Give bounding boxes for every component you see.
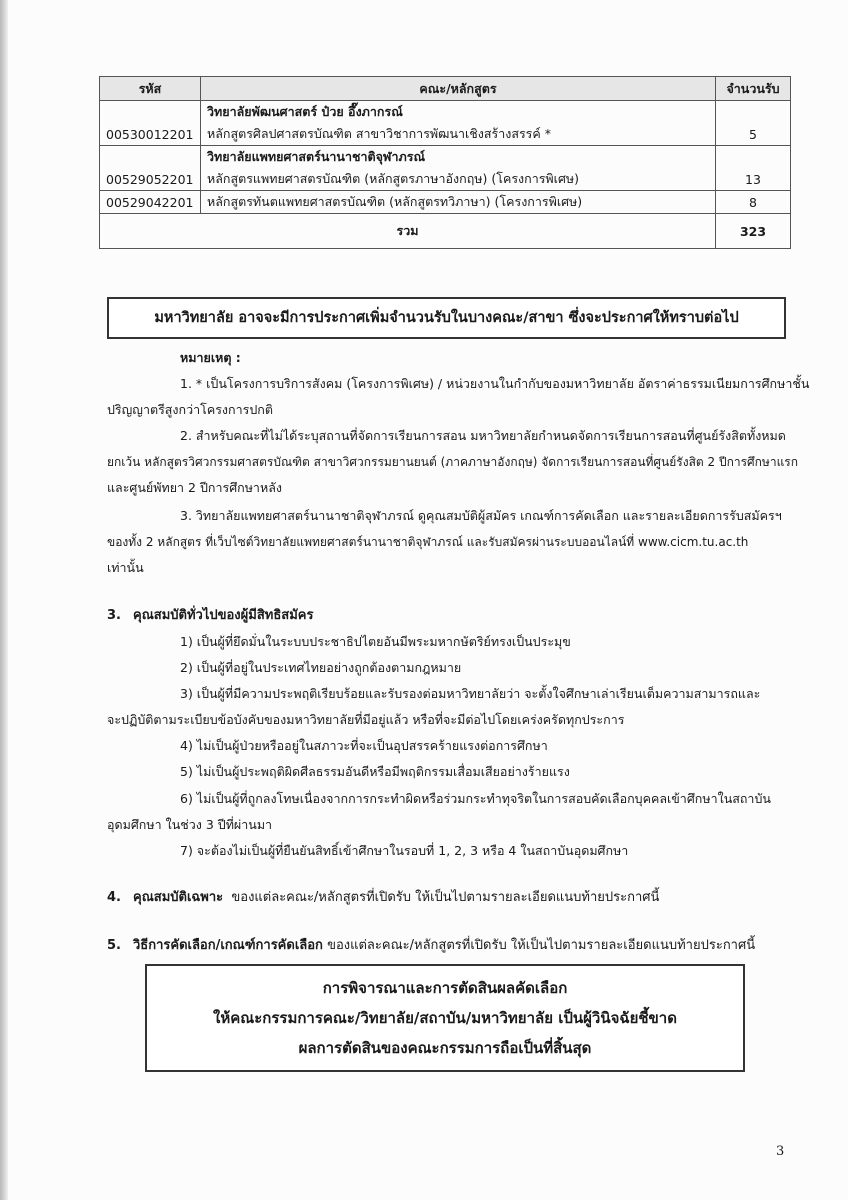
- decision-box: [145, 964, 745, 1072]
- program-code: 00529052201: [100, 168, 201, 191]
- program-table: [99, 76, 791, 249]
- section-title: คุณสมบัติเฉพาะ: [133, 890, 224, 905]
- total-row: [100, 214, 791, 249]
- header-code: รหัส: [100, 77, 201, 101]
- program-seats: 13: [716, 168, 791, 191]
- section-number: 5.: [107, 938, 121, 953]
- qualification-line: จะปฏิบัติตามระเบียบข้อบังคับของมหาวิทยาลัยที่มีอยู่แล้ว หรือที่จะมีต่อไปโดยเคร่งครัดทุกประการ: [107, 712, 625, 727]
- remark-line: เท่านั้น: [107, 560, 144, 575]
- total-label: รวม: [100, 214, 716, 249]
- section-4-heading: [107, 890, 659, 906]
- qualification-line: 1) เป็นผู้ที่ยึดมั่นในระบบประชาธิปไตยอันมีพระมหากษัตริย์ทรงเป็นประมุข: [180, 634, 571, 649]
- decision-line: การพิจารณาและการตัดสินผลคัดเลือก: [322, 979, 568, 997]
- qualification-line: 3) เป็นผู้ที่มีความประพฤติเรียบร้อยและรับรองต่อมหาวิทยาลัยว่า จะตั้งใจศึกษาเล่าเรียนเต็มความสามารถและ: [180, 686, 761, 701]
- remark-line: ของทั้ง 2 หลักสูตร ที่เว็บไซต์วิทยาลัยแพทยศาสตร์นานาชาติจุฬาภรณ์ และรับสมัครผ่านระบบออนไลน์ที่ www.cicm.tu.ac.th: [107, 535, 749, 549]
- section-3-heading: [107, 608, 313, 624]
- table-row: [100, 123, 791, 146]
- header-program: คณะ/หลักสูตร: [201, 77, 716, 101]
- remark-line: 1. * เป็นโครงการบริการสังคม (โครงการพิเศษ) / หน่วยงานในกำกับของมหาวิทยาลัย อัตราค่าธรรมเนียมการศึกษาชั้น: [180, 376, 810, 391]
- header-seats: จำนวนรับ: [716, 77, 791, 101]
- remark-line: 3. วิทยาลัยแพทยศาสตร์นานาชาติจุฬาภรณ์ ดูคุณสมบัติผู้สมัคร เกณฑ์การคัดเลือก และรายละเอียดการรับสมัครฯ: [180, 508, 782, 523]
- table-row: [100, 168, 791, 191]
- program-name: หลักสูตรทันตแพทยศาสตรบัณฑิต (หลักสูตรทวิภาษา) (โครงการพิเศษ): [201, 191, 716, 214]
- page-number: 3: [776, 1144, 785, 1159]
- remark-line: และศูนย์พัทยา 2 ปีการศึกษาหลัง: [107, 480, 282, 495]
- program-code: 00529042201: [100, 191, 201, 214]
- total-value: 323: [716, 214, 791, 249]
- qualification-line: 5) ไม่เป็นผู้ประพฤติผิดศีลธรรมอันดีหรือมีพฤติกรรมเสื่อมเสียอย่างร้ายแรง: [180, 764, 570, 779]
- qualification-line: 6) ไม่เป็นผู้ที่ถูกลงโทษเนื่องจากการกระทำผิดหรือร่วมกระทำทุจริตในการสอบคัดเลือกบุคคลเข้าศึกษาในสถาบัน: [180, 791, 771, 806]
- page-edge-shadow: [0, 0, 8, 1200]
- program-code: 00530012201: [100, 123, 201, 146]
- remark-line: 2. สำหรับคณะที่ไม่ได้ระบุสถานที่จัดการเรียนการสอน มหาวิทยาลัยกำหนดจัดการเรียนการสอนที่ศูนย์รังสิตทั้งหมด: [180, 428, 786, 443]
- remark-line: ปริญญาตรีสูงกว่าโครงการปกติ: [107, 402, 273, 417]
- faculty-name: วิทยาลัยแพทยศาสตร์นานาชาติจุฬาภรณ์: [201, 146, 716, 169]
- qualification-line: 4) ไม่เป็นผู้ป่วยหรืออยู่ในสภาวะที่จะเป็นอุปสรรคร้ายแรงต่อการศึกษา: [180, 738, 548, 753]
- decision-line: ให้คณะกรรมการคณะ/วิทยาลัย/สถาบัน/มหาวิทยาลัย เป็นผู้วินิจฉัยชี้ขาด: [213, 1009, 677, 1027]
- section-title: คุณสมบัติทั่วไปของผู้มีสิทธิสมัคร: [133, 608, 314, 623]
- section-text: ของแต่ละคณะ/หลักสูตรที่เปิดรับ ให้เป็นไปตามรายละเอียดแนบท้ายประกาศนี้: [327, 938, 756, 953]
- program-name: หลักสูตรแพทยศาสตรบัณฑิต (หลักสูตรภาษาอังกฤษ) (โครงการพิเศษ): [201, 168, 716, 191]
- qualification-line: 2) เป็นผู้ที่อยู่ในประเทศไทยอย่างถูกต้องตามกฎหมาย: [180, 660, 462, 675]
- remark-line: ยกเว้น หลักสูตรวิศวกรรมศาสตรบัณฑิต สาขาวิศวกรรมยานยนต์ (ภาคภาษาอังกฤษ) จัดการเรียนการสอนที่ศูนย์รังสิต 2 ปีการศึกษาแรก: [107, 455, 799, 469]
- section-number: 4.: [107, 890, 121, 905]
- section-5-heading: [107, 938, 755, 954]
- table-row: [100, 191, 791, 214]
- qualification-line: อุดมศึกษา ในช่วง 3 ปีที่ผ่านมา: [107, 817, 273, 832]
- section-title: วิธีการคัดเลือก/เกณฑ์การคัดเลือก: [133, 938, 323, 953]
- faculty-name: วิทยาลัยพัฒนศาสตร์ ป๋วย อึ๊งภากรณ์: [201, 101, 716, 124]
- section-text: ของแต่ละคณะ/หลักสูตรที่เปิดรับ ให้เป็นไปตามรายละเอียดแนบท้ายประกาศนี้: [231, 890, 660, 905]
- decision-line: ผลการตัดสินของคณะกรรมการถือเป็นที่สิ้นสุด: [298, 1039, 592, 1057]
- faculty-row: [100, 146, 791, 169]
- program-seats: 5: [716, 123, 791, 146]
- program-seats: 8: [716, 191, 791, 214]
- remarks-title: หมายเหตุ :: [180, 350, 241, 365]
- program-name: หลักสูตรศิลปศาสตรบัณฑิต สาขาวิชาการพัฒนาเชิงสร้างสรรค์ *: [201, 123, 716, 146]
- section-number: 3.: [107, 608, 121, 623]
- qualification-line: 7) จะต้องไม่เป็นผู้ที่ยืนยันสิทธิ์เข้าศึกษาในรอบที่ 1, 2, 3 หรือ 4 ในสถาบันอุดมศึกษา: [180, 843, 629, 858]
- notice-box: มหาวิทยาลัย อาจจะมีการประกาศเพิ่มจำนวนรับในบางคณะ/สาขา ซึ่งจะประกาศให้ทราบต่อไป: [107, 297, 786, 339]
- table-header-row: [100, 77, 791, 101]
- faculty-row: [100, 101, 791, 124]
